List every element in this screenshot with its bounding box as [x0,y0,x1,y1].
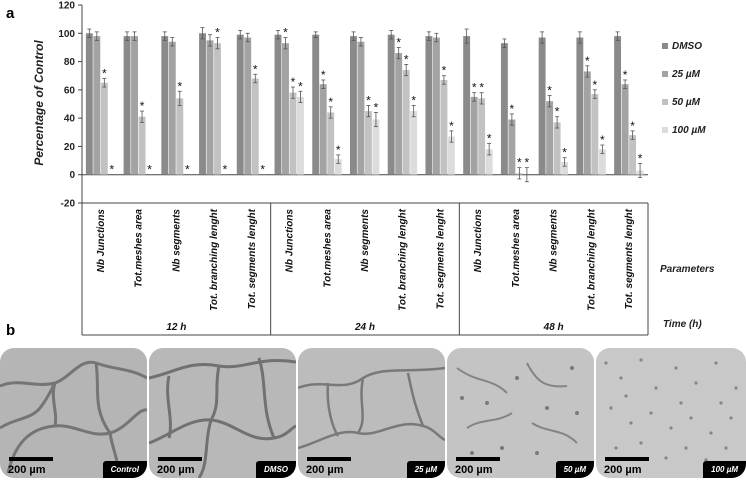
bar [297,97,304,175]
parameters-label: Parameters [660,264,715,275]
category-label: Tot. segments lenght [435,209,447,310]
significance-star: * [177,79,183,94]
y-tick-label: 60 [63,85,75,97]
significance-star: * [509,101,515,116]
panel-a-label: a [6,5,15,22]
scale-bar [158,457,202,461]
significance-star: * [471,80,477,95]
bar [282,43,289,175]
significance-star: * [554,104,560,119]
significance-star: * [600,133,605,148]
bar [539,38,546,175]
bar [327,112,334,174]
bar [93,36,100,175]
significance-star: * [283,25,288,40]
category-label: Tot.meshes area [510,209,522,288]
significance-star: * [260,162,266,177]
significance-star: * [335,142,341,157]
significance-star: * [320,67,326,82]
bar [131,36,138,175]
bar [584,71,591,174]
bar [312,35,319,175]
category-label: Tot.meshes area [322,209,334,288]
y-axis-label: Percentage of Control [32,40,46,166]
bar [244,38,251,175]
significance-star: * [109,162,115,177]
bar [591,94,598,175]
bar [576,38,583,175]
bar [425,36,432,175]
y-tick-label: 80 [63,57,75,69]
category-label: Tot. branching lenght [586,209,598,311]
significance-star: * [547,83,552,98]
bar [403,70,410,175]
bar [101,83,108,175]
bar [622,84,629,175]
bar [365,111,372,175]
significance-star [185,163,190,177]
significance-star: * [622,67,628,82]
time-group-label: 12 h [166,322,187,333]
time-group-label: 24 h [354,322,376,333]
y-tick-label: 40 [63,113,75,125]
significance-star: * [630,118,635,133]
bar [214,43,221,175]
bar [358,42,365,175]
condition-label: DMSO [256,461,296,478]
significance-star: * [441,63,447,78]
bar [207,40,214,174]
significance-star [109,163,114,177]
bar [433,38,440,175]
significance-star: * [101,66,107,81]
time-axis-label: Time (h) [663,319,702,330]
significance-star: * [479,80,484,95]
scale-bar-label: 200 µm [306,464,344,476]
significance-star: * [222,162,228,177]
y-tick-label: -20 [60,198,75,210]
legend-label: DMSO [672,41,702,52]
bar [629,135,636,175]
scale-bar [605,457,649,461]
y-tick-label: 0 [69,170,75,182]
y-tick-label: 100 [58,28,75,40]
significance-star: * [328,94,334,109]
micrograph-100um [596,348,746,478]
legend-swatch [662,127,668,133]
condition-label: Control [103,461,147,478]
bar [554,122,561,174]
significance-star: * [592,77,598,92]
category-label: Nb Junctions [473,209,485,273]
bar [546,101,553,175]
legend-swatch [662,71,668,77]
scale-bar [307,457,351,461]
category-label: Tot. branching lenght [209,209,221,311]
significance-star: * [396,35,402,50]
category-label: Nb segments [360,209,371,272]
bar [388,35,395,175]
bar [176,98,183,174]
micrograph-control [0,348,147,478]
scale-bar-label: 200 µm [604,464,642,476]
bar [501,43,508,175]
significance-star: * [298,79,303,94]
significance-star: * [252,62,258,77]
bar [320,84,327,175]
category-label: Tot. branching lenght [397,209,409,311]
significance-star: * [562,145,567,160]
bar [373,120,380,175]
bar [161,36,168,175]
significance-star: * [585,53,590,68]
category-label: Nb Junctions [95,209,107,273]
bar [478,98,485,174]
time-group-label: 48 h [543,322,564,333]
y-tick-label: 20 [63,141,75,153]
scale-bar-label: 200 µm [455,464,493,476]
bar [410,111,417,175]
significance-star: * [403,52,409,67]
significance-star: * [215,25,220,40]
scale-bar-label: 200 µm [8,464,46,476]
bar [252,79,259,175]
bar [86,33,93,174]
category-label: Nb segments [171,209,183,272]
bar [139,117,146,175]
condition-label: 50 µM [556,461,594,478]
category-label: Tot. segments lenght [624,209,636,310]
category-label: Tot. segments lenght [246,209,258,310]
category-label: Nb Junctions [284,209,296,273]
bar [614,36,621,175]
legend-swatch [662,43,668,49]
significance-star [147,163,152,177]
bar [471,97,478,175]
legend-label: 100 µM [672,125,706,136]
significance-star: * [637,151,643,166]
significance-star: * [139,99,145,114]
significance-star: * [290,75,296,90]
bar [199,33,206,174]
condition-label: 100 µM [703,461,746,478]
significance-star: * [184,162,190,177]
micrograph-50um [447,348,594,478]
micrograph-dmso [149,348,296,478]
y-tick-label: 120 [58,0,75,12]
significance-star: * [524,155,530,170]
bar [275,35,282,175]
plot-area [58,1,706,336]
micrograph-25um [298,348,445,478]
significance-star: * [517,155,522,170]
panel-b-label: b [6,322,16,339]
legend-swatch [662,99,668,105]
bar [463,36,470,175]
legend-label: 25 µM [672,69,700,80]
category-label: Nb segments [548,209,560,272]
scale-bar-label: 200 µm [157,464,195,476]
bar [237,35,244,175]
category-label: Tot.meshes area [133,209,145,288]
scale-bar [9,457,53,461]
bar [290,93,297,175]
significance-star: * [147,162,152,177]
bar [440,80,447,175]
bar [508,120,515,175]
bar [124,36,131,175]
significance-star [223,163,228,177]
bar [395,53,402,175]
scale-bar [456,457,500,461]
bar [169,42,176,175]
significance-star: * [366,93,371,108]
legend-label: 50 µM [672,97,700,108]
bar [350,36,357,175]
condition-label: 25 µM [407,461,445,478]
